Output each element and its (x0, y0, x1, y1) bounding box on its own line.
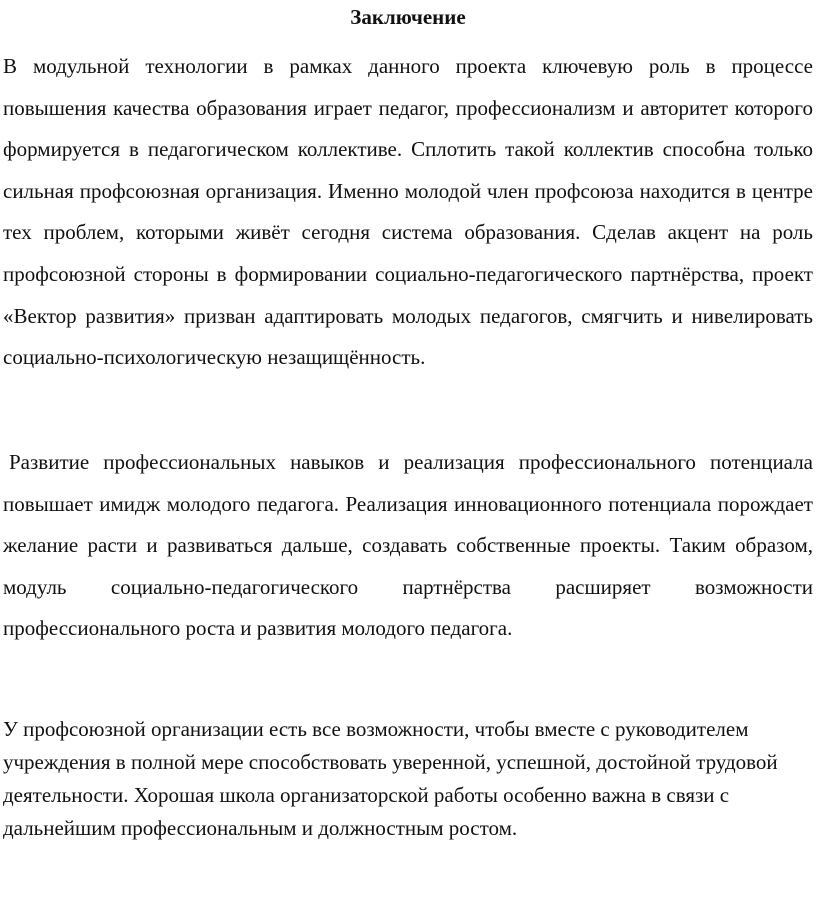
paragraph-2-text: Развитие профессиональных навыков и реализация профессионального потенциала повышает имидж молодого педагога. Реализация инновационного потенциала порождает желание расти и развиваться дальше, создавать собственные проекты. Таким образом, модуль социально-педагогического партнёрства расширяет возможности профессионального роста и развития молодого педагога. (3, 450, 813, 641)
paragraph-2 (3, 442, 813, 650)
page-title: Заключение (350, 5, 466, 29)
paragraph-3: У профсоюзной организации есть все возможности, чтобы вместе с руководителем учреждения в полной мере способствовать уверенной, успешной, достойной трудовой деятельности. Хорошая школа организаторской работы особенно важна в связи с дальнейшим профессиональным и должностным ростом. (3, 717, 778, 840)
paragraph-1: В модульной технологии в рамках данного проекта ключевую роль в процессе повышения качества образования играет педагог, профессионализм и авторитет которого формируется в педагогическом коллективе. Сплотить такой коллектив способна только сильная профсоюзная организация. Именно молодой член профсоюза находится в центре тех проблем, которыми живёт сегодня система образования. Сделав акцент на роль профсоюзной стороны в формировании социально-педагогического партнёрства, проект «Вектор развития» призван адаптировать молодых педагогов, смягчить и нивелировать социально-психологическую незащищённость. (3, 54, 813, 370)
